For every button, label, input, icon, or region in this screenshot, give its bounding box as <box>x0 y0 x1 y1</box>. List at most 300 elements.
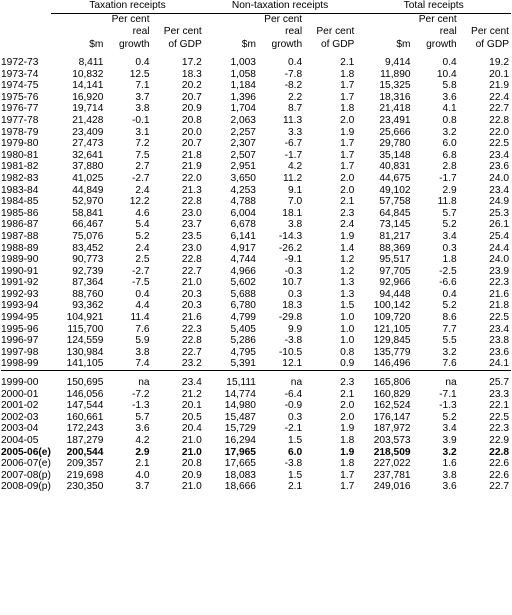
value-cell: 88,369 <box>379 242 411 254</box>
value-cell: 21.0 <box>181 481 202 493</box>
value-cell: 1.0 <box>340 335 355 347</box>
year-cell: 1976-77 <box>1 103 39 115</box>
value-cell: 5.2 <box>442 411 457 423</box>
value-cell: 3.4 <box>442 423 457 435</box>
value-cell: -1.7 <box>439 172 457 184</box>
table-row <box>1 127 511 139</box>
value-cell: 18,083 <box>224 469 256 481</box>
year-cell: 2005-06(e) <box>1 446 51 458</box>
table-row <box>1 208 511 220</box>
value-cell: 12.2 <box>129 196 150 208</box>
receipts-table <box>1 0 511 493</box>
value-cell: 18.3 <box>282 300 303 312</box>
value-cell: 93,362 <box>72 300 104 312</box>
value-cell: 20.4 <box>181 423 202 435</box>
table-row <box>1 470 511 482</box>
value-cell: 24.0 <box>489 172 509 184</box>
table-row <box>1 69 511 81</box>
value-cell: 237,781 <box>373 469 411 481</box>
value-cell: 15,729 <box>224 423 256 435</box>
value-cell: 21.0 <box>181 446 202 458</box>
col-header <box>356 13 412 26</box>
value-cell: 1,704 <box>230 103 256 115</box>
value-cell: 7.1 <box>135 80 150 92</box>
value-cell: 0.8 <box>442 114 457 126</box>
value-cell: 1.3 <box>340 277 355 289</box>
value-cell: 17.2 <box>181 57 202 68</box>
value-cell: 22.6 <box>489 458 509 470</box>
value-cell: 3.6 <box>442 91 457 103</box>
value-cell: 6.8 <box>442 149 457 161</box>
value-cell: 10.7 <box>282 277 303 289</box>
value-cell: 22.8 <box>181 254 202 266</box>
year-cell: 1980-81 <box>1 149 39 161</box>
value-cell: 5.4 <box>135 219 150 231</box>
value-cell: 1,184 <box>230 80 256 92</box>
value-cell: -6.4 <box>284 388 303 400</box>
table-body-recent <box>1 371 511 493</box>
value-cell: 24.1 <box>489 358 509 370</box>
value-cell: 1.0 <box>340 323 355 335</box>
col-header: Per cent <box>163 26 202 37</box>
year-cell: 1973-74 <box>1 68 39 80</box>
col-header: of GDP <box>320 38 355 50</box>
col-header <box>304 13 356 26</box>
value-cell: 2.0 <box>340 184 355 196</box>
value-cell: 9.9 <box>287 323 303 335</box>
value-cell: -1.3 <box>132 400 150 412</box>
year-cell: 1977-78 <box>1 114 39 126</box>
value-cell: -1.7 <box>284 149 303 161</box>
value-cell: 29,780 <box>379 138 411 150</box>
value-cell: 11.8 <box>437 196 457 208</box>
value-cell: 92,739 <box>72 265 104 277</box>
value-cell: -29.8 <box>278 312 303 324</box>
value-cell: 1.9 <box>340 423 355 435</box>
value-cell: 23.5 <box>181 230 202 242</box>
col-header: growth <box>426 38 457 50</box>
year-cell: 1988-89 <box>1 242 39 254</box>
value-cell: 9.1 <box>287 184 303 196</box>
value-cell: 109,720 <box>373 312 411 324</box>
value-cell: 11,890 <box>380 68 411 80</box>
header-subrow-2 <box>1 26 511 39</box>
year-cell: 2008-09(p) <box>1 481 51 493</box>
value-cell: 121,105 <box>373 323 411 335</box>
value-cell: 2.5 <box>135 254 150 266</box>
year-cell: 1990-91 <box>1 265 39 277</box>
table-row <box>1 92 511 104</box>
value-cell: -8.2 <box>284 80 303 92</box>
value-cell: 15,487 <box>224 411 256 423</box>
value-cell: 49,102 <box>379 184 411 196</box>
value-cell: 3.6 <box>135 423 150 435</box>
value-cell: 20.7 <box>181 138 202 150</box>
value-cell: 23.6 <box>489 346 509 358</box>
value-cell: 203,573 <box>373 435 411 446</box>
value-cell: 18.3 <box>181 68 202 80</box>
value-cell: 22.5 <box>489 411 509 423</box>
value-cell: 22.7 <box>489 103 509 115</box>
value-cell: 20.9 <box>181 103 202 115</box>
value-cell: 5,286 <box>230 335 256 347</box>
value-cell: -0.1 <box>132 114 150 126</box>
value-cell: 11.4 <box>130 312 150 324</box>
value-cell: 4,795 <box>230 346 256 358</box>
value-cell: 22.5 <box>489 138 509 150</box>
value-cell: 1.6 <box>442 458 457 470</box>
value-cell: 3.9 <box>442 435 457 446</box>
value-cell: 1.2 <box>340 254 355 266</box>
value-cell: 5,688 <box>230 288 256 300</box>
value-cell: 1.8 <box>340 458 355 470</box>
value-cell: -2.7 <box>132 265 150 277</box>
value-cell: 27,473 <box>72 138 104 150</box>
value-cell: 3.3 <box>287 126 303 138</box>
table-row <box>1 300 511 312</box>
value-cell: 16,294 <box>224 435 256 446</box>
year-cell: 1997-98 <box>1 346 39 358</box>
value-cell: 81,217 <box>379 230 411 242</box>
year-cell: 1979-80 <box>1 138 39 150</box>
value-cell: 2.3 <box>340 207 355 219</box>
table-row <box>1 335 511 347</box>
value-cell: -2.1 <box>284 423 303 435</box>
value-cell: 104,921 <box>66 312 104 324</box>
col-header: real <box>132 26 150 37</box>
value-cell: 3.8 <box>287 219 303 231</box>
value-cell: 0.9 <box>340 358 355 370</box>
value-cell: 100,142 <box>373 300 411 312</box>
value-cell: 1.9 <box>340 446 355 458</box>
value-cell: 17,665 <box>224 458 256 470</box>
year-cell: 2007-08(p) <box>1 469 51 481</box>
value-cell: 2,063 <box>230 114 256 126</box>
value-cell: -7.2 <box>132 388 150 400</box>
value-cell: 94,448 <box>379 288 411 300</box>
value-cell: 44,849 <box>72 184 104 196</box>
value-cell: 3.2 <box>442 446 457 458</box>
value-cell: 11.3 <box>283 114 303 126</box>
value-cell: 1.9 <box>340 126 355 138</box>
value-cell: 3.8 <box>135 103 150 115</box>
value-cell: 3.7 <box>135 91 150 103</box>
year-cell: 1985-86 <box>1 207 39 219</box>
value-cell: 75,076 <box>72 230 104 242</box>
value-cell: 1,396 <box>230 91 256 103</box>
value-cell: 16,920 <box>72 91 104 103</box>
value-cell: 3.8 <box>442 469 457 481</box>
value-cell: 6,678 <box>230 219 256 231</box>
value-cell: 20.0 <box>181 126 202 138</box>
table-row <box>1 435 511 447</box>
value-cell: 20.1 <box>181 400 202 412</box>
value-cell: 1.8 <box>442 254 457 266</box>
value-cell: 2.1 <box>135 458 150 470</box>
value-cell: 2,257 <box>230 126 256 138</box>
value-cell: 147,544 <box>66 400 104 412</box>
value-cell: 5,391 <box>230 358 256 370</box>
value-cell: 0.4 <box>135 288 150 300</box>
taxation-receipts-header: Taxation receipts <box>51 0 204 13</box>
value-cell: 92,966 <box>379 277 411 289</box>
value-cell: 2.1 <box>340 196 355 208</box>
year-cell: 1978-79 <box>1 126 39 138</box>
value-cell: 0.3 <box>442 242 457 254</box>
value-cell: 24.0 <box>489 254 509 266</box>
value-cell: 160,661 <box>66 411 104 423</box>
year-cell: 1984-85 <box>1 196 39 208</box>
value-cell: -2.5 <box>439 265 457 277</box>
header-subrow-3 <box>1 39 511 52</box>
value-cell: 0.4 <box>135 57 150 68</box>
col-header <box>152 13 204 26</box>
value-cell: 0.3 <box>287 288 303 300</box>
col-header <box>204 13 258 26</box>
value-cell: 22.4 <box>489 91 509 103</box>
value-cell: 4.4 <box>135 300 150 312</box>
value-cell: -26.2 <box>278 242 303 254</box>
value-cell: 1.8 <box>340 435 355 446</box>
value-cell: 12.5 <box>129 68 150 80</box>
value-cell: 25.4 <box>489 230 509 242</box>
year-cell: 1975-76 <box>1 91 39 103</box>
value-cell: 64,845 <box>379 207 411 219</box>
value-cell: 0.3 <box>287 411 303 423</box>
table-row <box>1 412 511 424</box>
value-cell: 7.0 <box>287 196 303 208</box>
value-cell: 23,409 <box>72 126 104 138</box>
value-cell: 8,411 <box>78 57 104 68</box>
value-cell: 3.7 <box>135 481 150 493</box>
value-cell: 230,350 <box>66 481 104 493</box>
value-cell: 5.7 <box>442 207 457 219</box>
value-cell: 8.7 <box>287 103 303 115</box>
value-cell: 1.4 <box>340 242 355 254</box>
value-cell: 22.8 <box>489 114 509 126</box>
value-cell: 1.9 <box>340 230 355 242</box>
table-row <box>1 423 511 435</box>
year-cell: 2002-03 <box>1 411 39 423</box>
value-cell: 4.2 <box>287 161 303 173</box>
value-cell: na <box>138 377 150 389</box>
value-cell: 21.0 <box>181 435 202 446</box>
value-cell: 5.2 <box>442 219 457 231</box>
value-cell: 3.4 <box>442 230 457 242</box>
value-cell: 3,650 <box>230 172 256 184</box>
value-cell: 95,517 <box>379 254 411 266</box>
value-cell: 19.2 <box>489 57 509 68</box>
value-cell: 2.8 <box>442 161 457 173</box>
value-cell: 160,829 <box>373 388 411 400</box>
value-cell: 11.2 <box>283 172 303 184</box>
value-cell: -7.5 <box>132 277 150 289</box>
value-cell: 22.3 <box>489 277 509 289</box>
col-header: growth <box>118 38 150 50</box>
value-cell: 23.4 <box>489 323 509 335</box>
value-cell: 1.7 <box>340 481 355 493</box>
value-cell: 1.8 <box>340 103 355 115</box>
table-row <box>1 231 511 243</box>
year-cell: 1998-99 <box>1 358 39 370</box>
total-receipts-header: Total receipts <box>356 0 511 13</box>
value-cell: 10,832 <box>72 68 104 80</box>
table-row <box>1 173 511 185</box>
value-cell: 24.4 <box>489 242 509 254</box>
table-row <box>1 458 511 470</box>
value-cell: 23.7 <box>181 219 202 231</box>
table-row <box>1 377 511 389</box>
value-cell: 23.8 <box>489 335 509 347</box>
value-cell: 0.4 <box>442 57 457 68</box>
year-cell: 1981-82 <box>1 161 39 173</box>
year-cell: 2004-05 <box>1 435 39 446</box>
value-cell: -9.1 <box>284 254 303 266</box>
value-cell: 21.9 <box>489 80 509 92</box>
table-row <box>1 185 511 197</box>
value-cell: 141,105 <box>66 358 104 370</box>
value-cell: 44,675 <box>379 172 411 184</box>
value-cell: 40,831 <box>379 161 411 173</box>
year-cell: 1996-97 <box>1 335 39 347</box>
value-cell: 2.1 <box>340 388 355 400</box>
value-cell: 2.9 <box>442 184 457 196</box>
table-row <box>1 57 511 69</box>
non-taxation-receipts-header: Non-taxation receipts <box>204 0 357 13</box>
value-cell: 7.6 <box>442 358 457 370</box>
value-cell: 2.0 <box>340 114 355 126</box>
value-cell: 124,559 <box>66 335 104 347</box>
header-subrow-1 <box>1 13 511 26</box>
year-cell: 1989-90 <box>1 254 39 266</box>
value-cell: -3.8 <box>284 458 303 470</box>
value-cell: 20.8 <box>181 114 202 126</box>
value-cell: na <box>290 377 303 389</box>
value-cell: 22.7 <box>181 346 202 358</box>
table-row <box>1 266 511 278</box>
value-cell: 6,780 <box>230 300 256 312</box>
value-cell: 18,666 <box>224 481 256 493</box>
value-cell: 23.0 <box>181 242 202 254</box>
value-cell: 129,845 <box>373 335 411 347</box>
value-cell: 187,972 <box>373 423 411 435</box>
value-cell: 0.4 <box>442 288 457 300</box>
value-cell: 2,507 <box>230 149 256 161</box>
value-cell: 20.9 <box>181 469 202 481</box>
value-cell: 3.8 <box>135 346 150 358</box>
year-cell: 1972-73 <box>1 57 39 68</box>
value-cell: 20.5 <box>181 411 202 423</box>
value-cell: 5,405 <box>230 323 256 335</box>
table-row <box>1 196 511 208</box>
col-header: real <box>285 26 303 37</box>
value-cell: 12.1 <box>282 358 303 370</box>
col-header: $m <box>396 38 411 50</box>
value-cell: 97,705 <box>379 265 411 277</box>
value-cell: 6,004 <box>230 207 256 219</box>
col-header: Per cent <box>418 13 457 25</box>
value-cell: 162,524 <box>373 400 411 412</box>
value-cell: 1.2 <box>340 265 355 277</box>
value-cell: 20.8 <box>181 458 202 470</box>
value-cell: 3.6 <box>442 481 457 493</box>
value-cell: 146,056 <box>66 388 104 400</box>
value-cell: 73,145 <box>379 219 411 231</box>
value-cell: 14,774 <box>224 388 256 400</box>
value-cell: 249,016 <box>373 481 411 493</box>
value-cell: 22.3 <box>181 323 202 335</box>
value-cell: 21.6 <box>181 312 202 324</box>
value-cell: 3.1 <box>135 126 150 138</box>
table-row <box>1 312 511 324</box>
header-group-row <box>1 0 511 13</box>
value-cell: 6.0 <box>287 446 303 458</box>
value-cell: -0.9 <box>284 400 303 412</box>
value-cell: 1.5 <box>340 300 355 312</box>
value-cell: -7.1 <box>439 388 457 400</box>
value-cell: 1.7 <box>340 149 355 161</box>
value-cell: 1.7 <box>340 469 355 481</box>
value-cell: 1.8 <box>340 68 355 80</box>
value-cell: 2.2 <box>287 91 303 103</box>
value-cell: 18.1 <box>282 207 303 219</box>
value-cell: 22.9 <box>489 435 509 446</box>
value-cell: 22.0 <box>489 126 509 138</box>
value-cell: 57,758 <box>379 196 411 208</box>
col-header: Per cent <box>471 26 509 37</box>
value-cell: 176,147 <box>373 411 411 423</box>
value-cell: 22.7 <box>181 265 202 277</box>
value-cell: 5.8 <box>442 80 457 92</box>
value-cell: 23.3 <box>489 388 509 400</box>
year-cell: 1994-95 <box>1 312 39 324</box>
value-cell: 2.1 <box>340 57 355 68</box>
value-cell: 66,467 <box>72 219 104 231</box>
value-cell: 35,148 <box>379 149 411 161</box>
value-cell: -6.6 <box>439 277 457 289</box>
value-cell: 2,951 <box>230 161 256 173</box>
value-cell: 7.4 <box>135 358 150 370</box>
value-cell: 2.0 <box>340 400 355 412</box>
value-cell: 5.2 <box>442 300 457 312</box>
value-cell: 22.3 <box>489 423 509 435</box>
col-header <box>356 26 412 39</box>
value-cell: 135,779 <box>373 346 411 358</box>
value-cell: 5,602 <box>230 277 256 289</box>
year-cell: 2000-01 <box>1 388 39 400</box>
value-cell: 14,980 <box>224 400 256 412</box>
col-header <box>459 13 511 26</box>
table-row <box>1 289 511 301</box>
value-cell: 146,496 <box>373 358 411 370</box>
table-row <box>1 400 511 412</box>
value-cell: 2.0 <box>340 172 355 184</box>
value-cell: 23.4 <box>181 377 202 389</box>
value-cell: 23.0 <box>181 207 202 219</box>
value-cell: 1.3 <box>340 288 355 300</box>
value-cell: 21,428 <box>72 114 104 126</box>
col-header <box>51 13 105 26</box>
value-cell: 23.4 <box>489 149 509 161</box>
col-header: growth <box>271 38 303 50</box>
value-cell: 22.0 <box>181 172 202 184</box>
value-cell: 0.4 <box>287 57 303 68</box>
value-cell: 32,641 <box>72 149 104 161</box>
value-cell: 23.6 <box>489 161 509 173</box>
value-cell: 115,700 <box>67 323 104 335</box>
value-cell: 2,307 <box>230 138 256 150</box>
value-cell: 22.8 <box>181 335 202 347</box>
